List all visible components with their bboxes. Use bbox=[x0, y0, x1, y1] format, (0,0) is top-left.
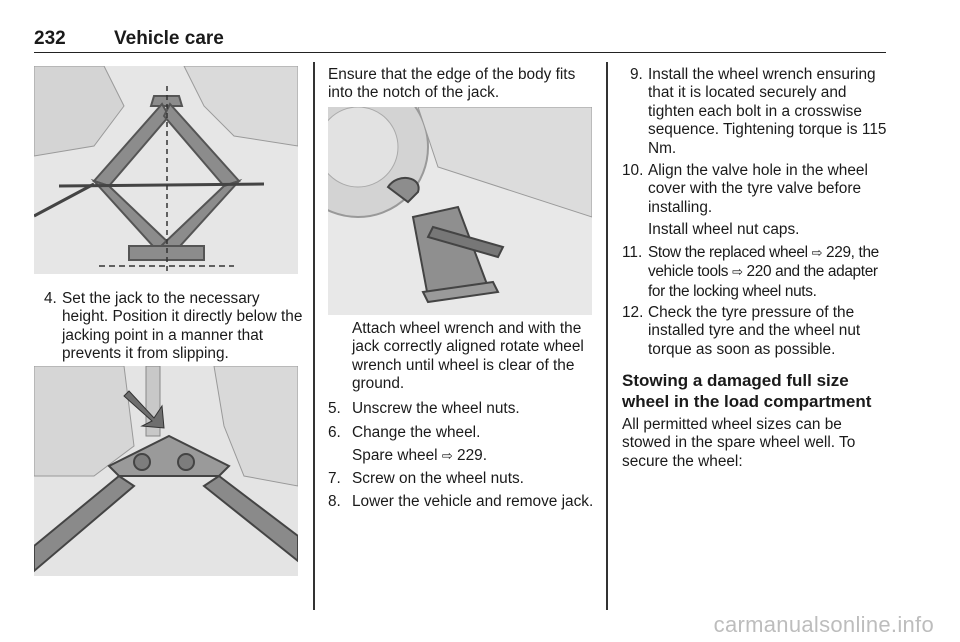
step-12 bbox=[622, 304, 890, 362]
step-number: 9. bbox=[630, 66, 643, 83]
step-4 bbox=[44, 290, 302, 366]
section-paragraph: All permitted wheel sizes can be stowed in the spare wheel well. To secure the wheel: bbox=[622, 416, 856, 470]
page-header bbox=[34, 28, 886, 53]
step-text: Unscrew the wheel nuts. bbox=[352, 400, 520, 417]
step-11-part-c: 220 and the adapter for the locking wheel nuts. bbox=[648, 263, 878, 300]
column-divider bbox=[606, 62, 608, 610]
step-text: Install the wheel wrench ensuring that it is located securely and tighten each bolt in a crosswise sequence. Tightening torque is 115 Nm. bbox=[648, 66, 887, 157]
step-text: Lower the vehicle and remove jack. bbox=[352, 493, 594, 510]
jack-side-illustration bbox=[34, 66, 298, 274]
after-figure-paragraph: Attach wheel wrench and with the jack correctly aligned rotate wheel wrench until wheel is clear of the ground. bbox=[352, 320, 584, 393]
step-10-subtext: Install wheel nut caps. bbox=[648, 221, 800, 238]
step-9 bbox=[622, 66, 890, 162]
watermark: carmanualsonline.info bbox=[713, 612, 934, 637]
step-number: 6. bbox=[328, 424, 341, 441]
intro-paragraph: Ensure that the edge of the body fits into the notch of the jack. bbox=[328, 66, 576, 102]
step-11-part-b: 229, the vehicle tools bbox=[648, 244, 879, 281]
step-text: Change the wheel. bbox=[352, 424, 481, 441]
step-number: 11. bbox=[622, 244, 643, 261]
step-number: 8. bbox=[328, 493, 341, 510]
step-number: 10. bbox=[622, 162, 644, 179]
step-number: 12. bbox=[622, 304, 644, 321]
page-number: 232 bbox=[34, 28, 66, 49]
page-reference-arrow-icon: ⇨ bbox=[732, 265, 743, 281]
step-text: Align the valve hole in the wheel cover with the tyre valve before installing. bbox=[648, 162, 868, 216]
page-ref: 229. bbox=[452, 447, 487, 464]
page-reference-arrow-icon: ⇨ bbox=[441, 449, 453, 464]
step-text: Screw on the wheel nuts. bbox=[352, 470, 524, 487]
jack-head-closeup-illustration bbox=[34, 366, 298, 576]
step-7 bbox=[328, 470, 594, 490]
step-text: Check the tyre pressure of the installed tyre and the wheel nut torque as soon as possible. bbox=[648, 304, 861, 358]
step-11-part-a: Stow the replaced wheel bbox=[648, 244, 812, 261]
step-text bbox=[648, 244, 890, 301]
step-number: 5. bbox=[328, 400, 341, 417]
step-number: 4. bbox=[44, 290, 57, 307]
subtext-prefix: Spare wheel bbox=[352, 447, 442, 464]
step-6-subtext bbox=[352, 447, 592, 466]
step-5 bbox=[328, 400, 594, 420]
step-number: 7. bbox=[328, 470, 341, 487]
step-11 bbox=[622, 244, 890, 302]
section-title: Vehicle care bbox=[114, 28, 224, 49]
step-6 bbox=[328, 424, 594, 444]
section-heading: Stowing a damaged full size wheel in the load compartment bbox=[622, 371, 872, 411]
page-reference-arrow-icon: ⇨ bbox=[811, 246, 823, 261]
step-text: Set the jack to the necessary height. Position it directly below the jacking point in a manner that prevents it from slipping. bbox=[62, 290, 303, 363]
step-10 bbox=[622, 162, 890, 220]
step-8 bbox=[328, 493, 594, 533]
column-divider bbox=[313, 62, 315, 610]
jack-under-body-illustration bbox=[328, 107, 592, 315]
